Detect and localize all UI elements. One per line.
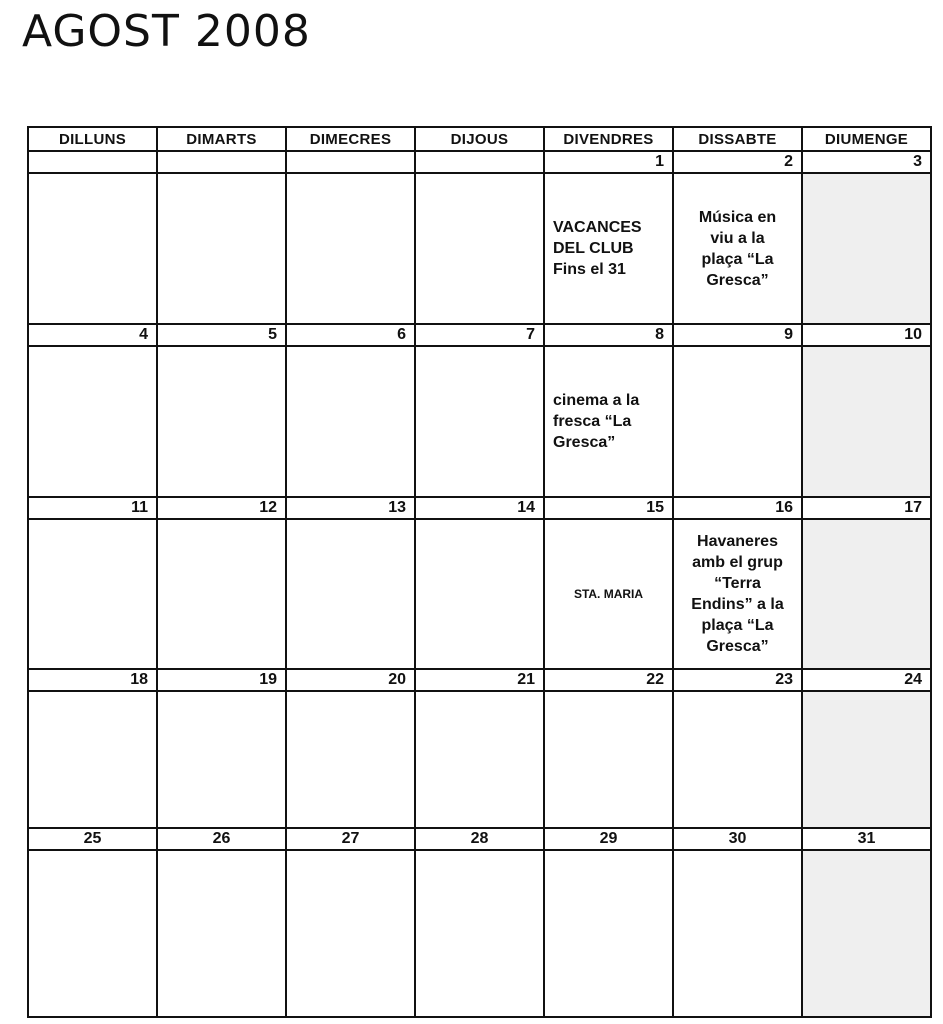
day-number: 18: [28, 669, 157, 691]
day-number: 11: [28, 497, 157, 519]
day-number: 14: [415, 497, 544, 519]
day-number: 7: [415, 324, 544, 346]
weekday-header: DIMECRES: [286, 127, 415, 151]
day-cell-row: [28, 173, 931, 324]
day-number: 13: [286, 497, 415, 519]
weekday-header-row: [28, 127, 931, 151]
day-cell: [673, 850, 802, 1017]
page-title: AGOST 2008: [22, 6, 311, 57]
day-number: 19: [157, 669, 286, 691]
event-text: Havaneres amb el grup “Terra Endins” a la plaça “La Gresca”: [691, 533, 784, 656]
day-number: 23: [673, 669, 802, 691]
day-number: 5: [157, 324, 286, 346]
day-cell: [286, 691, 415, 828]
day-cell: [157, 691, 286, 828]
day-number: [28, 151, 157, 173]
day-cell: [28, 346, 157, 497]
event-text: STA. MARIA: [573, 586, 644, 601]
day-number: 9: [673, 324, 802, 346]
day-cell: [157, 346, 286, 497]
weekday-header: DIUMENGE: [802, 127, 931, 151]
day-number-row: [28, 497, 931, 519]
day-cell: [286, 519, 415, 670]
day-cell: [544, 691, 673, 828]
day-number: 26: [157, 828, 286, 850]
day-number: 8: [544, 324, 673, 346]
day-number: 28: [415, 828, 544, 850]
day-cell: [157, 850, 286, 1017]
day-number-row: [28, 324, 931, 346]
day-number: 2: [673, 151, 802, 173]
weekday-header: DIJOUS: [415, 127, 544, 151]
day-cell: [415, 850, 544, 1017]
day-cell: [157, 519, 286, 670]
weekday-header: DIVENDRES: [544, 127, 673, 151]
day-number: 29: [544, 828, 673, 850]
day-cell: [28, 850, 157, 1017]
day-number: 31: [802, 828, 931, 850]
day-cell-sunday: [802, 519, 931, 670]
day-number: 15: [544, 497, 673, 519]
day-cell: [673, 691, 802, 828]
day-number: 25: [28, 828, 157, 850]
day-number: [157, 151, 286, 173]
day-number: 10: [802, 324, 931, 346]
day-cell: [673, 519, 802, 670]
day-number: 1: [544, 151, 673, 173]
calendar-table: [27, 126, 932, 1018]
day-cell: [673, 346, 802, 497]
day-cell-row: [28, 691, 931, 828]
weekday-header: DISSABTE: [673, 127, 802, 151]
day-number: 24: [802, 669, 931, 691]
weekday-header: DILLUNS: [28, 127, 157, 151]
event-text: cinema a la fresca “La Gresca”: [553, 391, 640, 451]
day-cell: [544, 850, 673, 1017]
day-number: 21: [415, 669, 544, 691]
day-cell: [673, 173, 802, 324]
day-cell: [544, 173, 673, 324]
day-cell: [415, 519, 544, 670]
day-cell-row: [28, 346, 931, 497]
day-number: 20: [286, 669, 415, 691]
day-number: [415, 151, 544, 173]
day-number: 16: [673, 497, 802, 519]
day-number: [286, 151, 415, 173]
day-number: 6: [286, 324, 415, 346]
weekday-header: DIMARTS: [157, 127, 286, 151]
day-cell: [28, 173, 157, 324]
day-cell: [286, 173, 415, 324]
day-number: 12: [157, 497, 286, 519]
day-number: 30: [673, 828, 802, 850]
day-cell: [286, 346, 415, 497]
day-cell-row: [28, 519, 931, 670]
day-cell: [544, 346, 673, 497]
day-cell-sunday: [802, 173, 931, 324]
event-text: VACANCES DEL CLUB Fins el 31: [553, 219, 642, 279]
day-cell: [415, 173, 544, 324]
day-number: 27: [286, 828, 415, 850]
day-cell: [157, 173, 286, 324]
day-number-row: [28, 151, 931, 173]
day-cell-sunday: [802, 691, 931, 828]
day-cell: [28, 691, 157, 828]
day-number-row: [28, 669, 931, 691]
day-number-row: [28, 828, 931, 850]
day-cell: [286, 850, 415, 1017]
day-cell: [28, 519, 157, 670]
day-number: 17: [802, 497, 931, 519]
day-cell-sunday: [802, 346, 931, 497]
day-number: 3: [802, 151, 931, 173]
day-cell-sunday: [802, 850, 931, 1017]
day-cell: [415, 691, 544, 828]
day-cell-row: [28, 850, 931, 1017]
day-cell: [415, 346, 544, 497]
day-number: 22: [544, 669, 673, 691]
day-number: 4: [28, 324, 157, 346]
calendar-grid: [27, 126, 932, 1018]
event-text: Música en viu a la plaça “La Gresca”: [698, 208, 777, 289]
day-cell: [544, 519, 673, 670]
